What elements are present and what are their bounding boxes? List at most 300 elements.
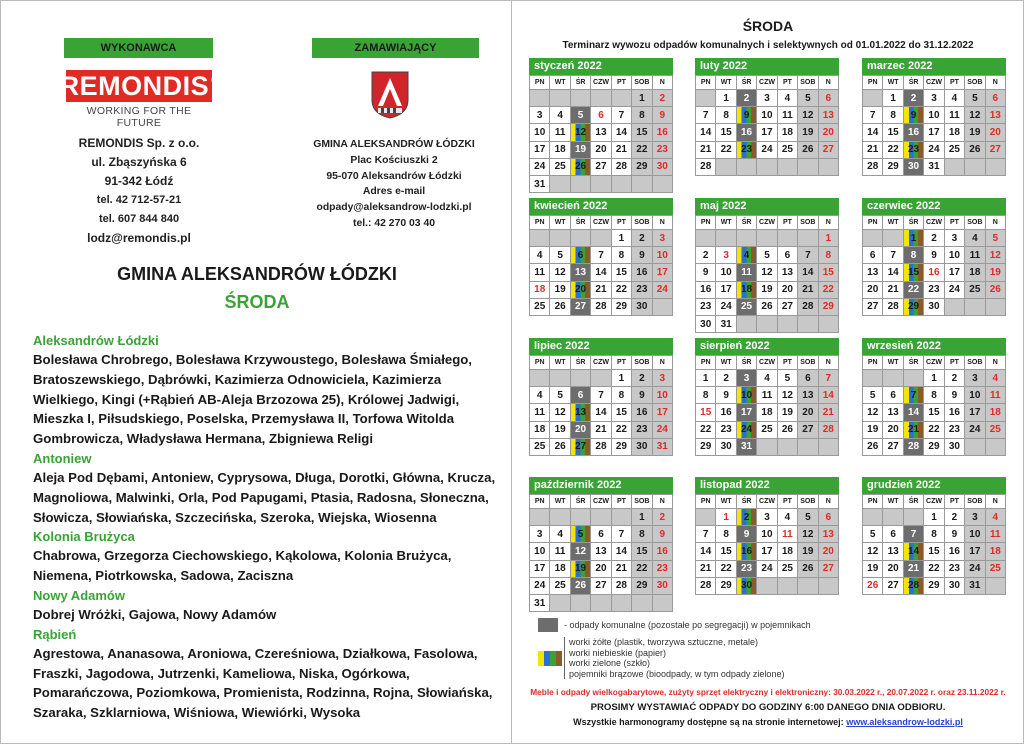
gmina-contact <box>289 137 499 232</box>
gmina-email: odpady@aleksandrow-lodzki.pl <box>316 202 472 214</box>
day-cell: 20 <box>778 282 798 299</box>
day-cell: 10 <box>737 387 757 404</box>
day-cell: 9 <box>945 387 965 404</box>
day-cell: 25 <box>550 578 570 595</box>
month-grid <box>695 355 839 456</box>
day-cell: 9 <box>945 526 965 543</box>
day-cell: 19 <box>863 561 883 578</box>
day-cell: 24 <box>530 578 550 595</box>
day-cell: 15 <box>716 124 736 141</box>
month-grid <box>529 494 673 612</box>
day-cell: 14 <box>612 543 632 560</box>
day-cell: 19 <box>571 561 591 578</box>
day-cell: 17 <box>945 264 965 281</box>
day-cell: 2 <box>737 509 757 526</box>
weekday-header: CZW <box>757 356 777 370</box>
legend-mixed-swatch <box>538 618 558 632</box>
day-cell: 30 <box>945 439 965 456</box>
day-cell: 3 <box>653 370 673 387</box>
day-cell: 15 <box>632 124 652 141</box>
day-cell: 26 <box>863 439 883 456</box>
day-cell: 13 <box>986 107 1006 124</box>
day-cell: 2 <box>945 370 965 387</box>
day-cell: 14 <box>696 124 716 141</box>
day-cell: 25 <box>986 422 1006 439</box>
weekday-header: N <box>653 356 673 370</box>
day-cell: 2 <box>716 370 736 387</box>
day-cell: 15 <box>904 264 924 281</box>
weekday-header: ŚR <box>904 216 924 230</box>
day-cell: 29 <box>716 578 736 595</box>
day-cell: 29 <box>696 439 716 456</box>
day-cell: 3 <box>757 90 777 107</box>
day-cell: 6 <box>778 247 798 264</box>
day-cell: 11 <box>737 264 757 281</box>
day-cell: 1 <box>716 509 736 526</box>
day-cell: 15 <box>924 543 944 560</box>
day-cell: 21 <box>612 142 632 159</box>
day-cell: 6 <box>571 247 591 264</box>
day-cell: 28 <box>819 422 839 439</box>
day-cell: 20 <box>819 543 839 560</box>
remondis-slogan: WORKING FOR THE FUTURE <box>86 105 192 129</box>
day-cell: 1 <box>612 230 632 247</box>
day-cell: 13 <box>883 404 903 421</box>
month-grid <box>695 494 839 595</box>
day-cell: 6 <box>986 90 1006 107</box>
day-cell: 18 <box>965 264 985 281</box>
weekday-header: WT <box>883 356 903 370</box>
calendar-title: ŚRODA <box>742 18 794 34</box>
empty-day-cell <box>591 230 611 247</box>
day-cell: 22 <box>696 422 716 439</box>
day-cell: 18 <box>986 543 1006 560</box>
day-cell: 11 <box>757 387 777 404</box>
day-cell: 17 <box>530 561 550 578</box>
day-cell: 25 <box>778 561 798 578</box>
day-cell: 5 <box>550 247 570 264</box>
day-cell: 21 <box>863 142 883 159</box>
month-name: październik 2022 <box>529 477 673 494</box>
day-cell: 20 <box>819 124 839 141</box>
day-cell: 31 <box>653 439 673 456</box>
weekday-header: ŚR <box>571 356 591 370</box>
empty-day-cell <box>530 370 550 387</box>
empty-day-cell <box>612 509 632 526</box>
weekday-header: ŚR <box>737 356 757 370</box>
day-cell: 4 <box>986 370 1006 387</box>
weekday-header: PT <box>778 76 798 90</box>
day-cell: 28 <box>591 299 611 316</box>
empty-day-cell <box>571 595 591 612</box>
empty-day-cell <box>550 230 570 247</box>
empty-day-cell <box>612 595 632 612</box>
day-cell: 4 <box>757 370 777 387</box>
day-cell: 2 <box>653 509 673 526</box>
day-cell: 9 <box>904 107 924 124</box>
month-grid <box>862 494 1006 595</box>
empty-day-cell <box>737 316 757 333</box>
day-cell: 21 <box>612 561 632 578</box>
day-cell: 8 <box>632 107 652 124</box>
empty-day-cell <box>591 509 611 526</box>
day-cell: 6 <box>798 370 818 387</box>
day-cell: 29 <box>612 299 632 316</box>
day-cell: 23 <box>632 422 652 439</box>
empty-day-cell <box>571 90 591 107</box>
day-cell: 11 <box>530 404 550 421</box>
day-cell: 14 <box>819 387 839 404</box>
weekday-header: SOB <box>798 356 818 370</box>
day-cell: 22 <box>632 561 652 578</box>
day-cell: 10 <box>965 387 985 404</box>
day-cell: 22 <box>632 142 652 159</box>
day-cell: 4 <box>550 526 570 543</box>
day-cell: 7 <box>819 370 839 387</box>
day-cell: 17 <box>716 282 736 299</box>
weekday-header: ŚR <box>904 76 924 90</box>
day-cell: 7 <box>904 526 924 543</box>
day-cell: 28 <box>904 578 924 595</box>
day-cell: 21 <box>591 282 611 299</box>
day-cell: 6 <box>591 526 611 543</box>
empty-day-cell <box>591 370 611 387</box>
day-cell: 31 <box>530 176 550 193</box>
day-cell: 8 <box>612 247 632 264</box>
day-cell: 4 <box>778 509 798 526</box>
day-cell: 6 <box>883 387 903 404</box>
empty-day-cell <box>632 595 652 612</box>
day-cell: 24 <box>924 142 944 159</box>
empty-day-cell <box>778 439 798 456</box>
day-cell: 28 <box>904 439 924 456</box>
day-cell: 16 <box>632 264 652 281</box>
day-cell: 30 <box>716 439 736 456</box>
weekday-header: PN <box>530 356 550 370</box>
area-name: Aleksandrów Łódzki <box>33 333 159 348</box>
day-cell: 9 <box>737 526 757 543</box>
day-cell: 8 <box>904 247 924 264</box>
day-cell: 13 <box>819 526 839 543</box>
weekday-header: CZW <box>924 76 944 90</box>
day-cell: 21 <box>798 282 818 299</box>
day-cell: 11 <box>778 107 798 124</box>
day-cell: 24 <box>757 561 777 578</box>
area-streets: Chabrowa, Grzegorza Ciechowskiego, Kąkolowa, Kolonia Brużyca, Niemena, Piotrkowska, Sadowa, Zaciszna <box>33 548 452 584</box>
empty-day-cell <box>696 230 716 247</box>
day-cell: 19 <box>571 142 591 159</box>
day-cell: 26 <box>986 282 1006 299</box>
weekday-header: WT <box>716 76 736 90</box>
day-cell: 18 <box>757 404 777 421</box>
day-cell: 4 <box>945 90 965 107</box>
day-cell: 8 <box>632 526 652 543</box>
day-cell: 9 <box>924 247 944 264</box>
day-cell: 9 <box>716 387 736 404</box>
weekday-header: CZW <box>757 76 777 90</box>
area-streets: Bolesława Chrobrego, Bolesława Krzywoustego, Bolesława Śmiałego, Bratoszewskiego, Dąbrówki, Kazimierza Odnowiciela, Kazimierza Wielkiego, Kingi (+Rąbień AB-Aleja Brzozowa 25), Królowej Jadwigi, Mieszka I, Piłsudskiego, Poselska, Przemysława II, Torfowa Witolda Gombrowicza, Władysława Hermana, Zbigniewa Religi <box>33 352 472 447</box>
day-cell: 3 <box>737 370 757 387</box>
day-cell: 8 <box>696 387 716 404</box>
day-cell: 30 <box>632 439 652 456</box>
day-cell: 30 <box>632 299 652 316</box>
empty-day-cell <box>965 439 985 456</box>
day-cell: 1 <box>924 370 944 387</box>
website-link[interactable]: www.aleksandrow-lodzki.pl <box>846 717 963 727</box>
day-cell: 15 <box>819 264 839 281</box>
empty-day-cell <box>883 509 903 526</box>
day-cell: 7 <box>696 526 716 543</box>
weekday-header: ŚR <box>737 495 757 509</box>
weekday-header: WT <box>716 356 736 370</box>
day-cell: 2 <box>945 509 965 526</box>
day-cell: 5 <box>550 387 570 404</box>
empty-day-cell <box>591 595 611 612</box>
day-cell: 2 <box>924 230 944 247</box>
empty-day-cell <box>591 90 611 107</box>
day-cell: 13 <box>798 387 818 404</box>
day-cell: 10 <box>653 247 673 264</box>
weekday-header: WT <box>550 76 570 90</box>
month-calendar <box>529 338 673 466</box>
weekday-header: SOB <box>965 495 985 509</box>
day-cell: 19 <box>550 422 570 439</box>
empty-day-cell <box>757 439 777 456</box>
day-cell: 18 <box>737 282 757 299</box>
weekday-header: ŚR <box>571 76 591 90</box>
month-name: styczeń 2022 <box>529 58 673 75</box>
day-cell: 8 <box>612 387 632 404</box>
weekday-header: ŚR <box>737 216 757 230</box>
day-cell: 20 <box>883 422 903 439</box>
day-cell: 5 <box>863 387 883 404</box>
area-streets: Agrestowa, Ananasowa, Aroniowa, Czereśniowa, Działkowa, Fasolowa, Fraszki, Jagodowa, Jutrzenki, Kameliowa, Niska, Ogórkowa, Pomarańczowa, Poziomkowa, Promienista, Rodzinna, Rojna, Słowiańska, Szaraka, Szklarniowa, Wiśniowa, Wiewiórki, Wysoka <box>33 645 493 721</box>
day-cell: 19 <box>798 124 818 141</box>
day-cell: 14 <box>904 543 924 560</box>
day-cell: 3 <box>716 247 736 264</box>
empty-day-cell <box>653 299 673 316</box>
day-cell: 4 <box>530 387 550 404</box>
day-cell: 24 <box>716 299 736 316</box>
day-cell: 15 <box>632 543 652 560</box>
day-cell: 22 <box>612 422 632 439</box>
empty-day-cell <box>612 176 632 193</box>
day-cell: 25 <box>530 439 550 456</box>
weekday-header: N <box>986 495 1006 509</box>
day-cell: 26 <box>778 422 798 439</box>
day-cell: 20 <box>591 561 611 578</box>
day-cell: 13 <box>778 264 798 281</box>
day-cell: 9 <box>632 247 652 264</box>
day-cell: 11 <box>945 107 965 124</box>
day-cell: 21 <box>819 404 839 421</box>
day-cell: 4 <box>737 247 757 264</box>
day-cell: 19 <box>757 282 777 299</box>
day-cell: 16 <box>737 124 757 141</box>
day-cell: 23 <box>945 561 965 578</box>
day-cell: 7 <box>904 387 924 404</box>
day-cell: 16 <box>632 404 652 421</box>
day-cell: 12 <box>778 387 798 404</box>
empty-day-cell <box>716 159 736 176</box>
day-cell: 18 <box>778 124 798 141</box>
day-cell: 25 <box>778 142 798 159</box>
day-cell: 24 <box>965 422 985 439</box>
day-cell: 10 <box>924 107 944 124</box>
empty-day-cell <box>632 176 652 193</box>
deadline-note: PROSIMY WYSTAWIAĆ ODPADY DO GODZINY 6:00 DANEGO DNIA ODBIORU. <box>590 702 946 713</box>
month-calendar <box>695 58 839 186</box>
page-title: GMINA ALEKSANDRÓW ŁÓDZKI <box>117 264 397 284</box>
weekday-header: PT <box>945 216 965 230</box>
day-cell: 31 <box>965 578 985 595</box>
weekday-header: PN <box>863 495 883 509</box>
day-cell: 30 <box>653 578 673 595</box>
day-cell: 11 <box>778 526 798 543</box>
day-cell: 30 <box>653 159 673 176</box>
month-grid <box>529 75 673 193</box>
month-calendar <box>862 477 1006 605</box>
day-cell: 25 <box>550 159 570 176</box>
weekday-header: PN <box>696 216 716 230</box>
day-cell: 12 <box>571 124 591 141</box>
empty-day-cell <box>863 370 883 387</box>
website-label: Wszystkie harmonogramy dostępne są na stronie internetowej: <box>573 717 844 727</box>
empty-day-cell <box>798 230 818 247</box>
day-cell: 19 <box>986 264 1006 281</box>
empty-day-cell <box>757 230 777 247</box>
day-cell: 16 <box>737 543 757 560</box>
bulky-waste-note: Meble i odpady wielkogabarytowe, zużyty sprzęt elektryczny i elektroniczny: 30.03.2022 r., 20.07.2022 r. oraz 23.11.2022 r. <box>530 687 1006 697</box>
day-cell: 18 <box>550 561 570 578</box>
weekday-header: WT <box>550 356 570 370</box>
gmina-street: Plac Kościuszki 2 <box>350 154 438 166</box>
day-cell: 9 <box>653 526 673 543</box>
day-cell: 8 <box>716 526 736 543</box>
day-cell: 29 <box>612 439 632 456</box>
day-cell: 2 <box>904 90 924 107</box>
empty-day-cell <box>863 90 883 107</box>
day-cell: 24 <box>737 422 757 439</box>
day-cell: 13 <box>863 264 883 281</box>
area-name: Antoniew <box>33 450 92 466</box>
day-cell: 28 <box>696 578 716 595</box>
empty-day-cell <box>757 578 777 595</box>
day-cell: 18 <box>986 404 1006 421</box>
day-cell: 17 <box>653 404 673 421</box>
day-cell: 7 <box>863 107 883 124</box>
day-cell: 11 <box>550 543 570 560</box>
weekday-header: SOB <box>632 356 652 370</box>
weekday-header: N <box>653 216 673 230</box>
day-cell: 31 <box>924 159 944 176</box>
empty-day-cell <box>986 578 1006 595</box>
day-cell: 12 <box>863 543 883 560</box>
remondis-logo: REMONDIS ® <box>59 70 219 101</box>
empty-day-cell <box>591 176 611 193</box>
day-cell: 13 <box>591 543 611 560</box>
contact-phone: tel. 42 712-57-21 <box>96 194 182 206</box>
day-cell: 11 <box>530 264 550 281</box>
day-cell: 12 <box>863 404 883 421</box>
empty-day-cell <box>737 230 757 247</box>
day-cell: 2 <box>632 230 652 247</box>
day-cell: 7 <box>591 387 611 404</box>
day-cell: 27 <box>883 439 903 456</box>
client-tag: ZAMAWIAJĄCY <box>312 38 479 58</box>
day-cell: 12 <box>550 404 570 421</box>
day-cell: 10 <box>757 107 777 124</box>
day-cell: 17 <box>965 543 985 560</box>
weekday-header: SOB <box>632 76 652 90</box>
empty-day-cell <box>883 230 903 247</box>
day-cell: 8 <box>883 107 903 124</box>
empty-day-cell <box>530 230 550 247</box>
day-cell: 12 <box>798 526 818 543</box>
weekday-header: CZW <box>924 495 944 509</box>
day-cell: 23 <box>737 561 757 578</box>
weekday-header: ŚR <box>571 216 591 230</box>
day-cell: 24 <box>965 561 985 578</box>
day-cell: 9 <box>696 264 716 281</box>
empty-day-cell <box>550 509 570 526</box>
day-cell: 23 <box>904 142 924 159</box>
day-cell: 14 <box>798 264 818 281</box>
day-cell: 31 <box>737 439 757 456</box>
day-cell: 8 <box>819 247 839 264</box>
day-cell: 6 <box>819 509 839 526</box>
day-cell: 20 <box>863 282 883 299</box>
weekday-header: N <box>986 76 1006 90</box>
day-cell: 16 <box>653 543 673 560</box>
day-cell: 14 <box>591 404 611 421</box>
empty-day-cell <box>716 230 736 247</box>
empty-day-cell <box>737 159 757 176</box>
weekday-header: SOB <box>798 216 818 230</box>
day-cell: 22 <box>904 282 924 299</box>
day-cell: 20 <box>883 561 903 578</box>
day-cell: 6 <box>863 247 883 264</box>
day-cell: 29 <box>924 578 944 595</box>
day-cell: 16 <box>924 264 944 281</box>
crest-icon <box>370 70 410 120</box>
day-cell: 23 <box>924 282 944 299</box>
empty-day-cell <box>696 509 716 526</box>
empty-day-cell <box>778 159 798 176</box>
day-cell: 7 <box>612 107 632 124</box>
day-cell: 1 <box>716 90 736 107</box>
day-cell: 24 <box>530 159 550 176</box>
month-calendar <box>695 338 839 466</box>
gmina-email-label: Adres e-mail <box>362 186 426 198</box>
day-cell: 15 <box>883 124 903 141</box>
weekday-header: CZW <box>924 356 944 370</box>
weekday-header: PN <box>863 76 883 90</box>
day-cell: 17 <box>737 404 757 421</box>
empty-day-cell <box>798 439 818 456</box>
weekday-header: ŚR <box>904 495 924 509</box>
day-cell: 12 <box>571 543 591 560</box>
month-grid <box>862 75 1006 176</box>
month-name: kwiecień 2022 <box>529 198 673 215</box>
day-cell: 27 <box>591 578 611 595</box>
day-cell: 2 <box>737 90 757 107</box>
day-cell: 13 <box>571 264 591 281</box>
day-cell: 28 <box>863 159 883 176</box>
month-name: maj 2022 <box>695 198 839 215</box>
day-cell: 29 <box>819 299 839 316</box>
weekday-header: SOB <box>798 495 818 509</box>
